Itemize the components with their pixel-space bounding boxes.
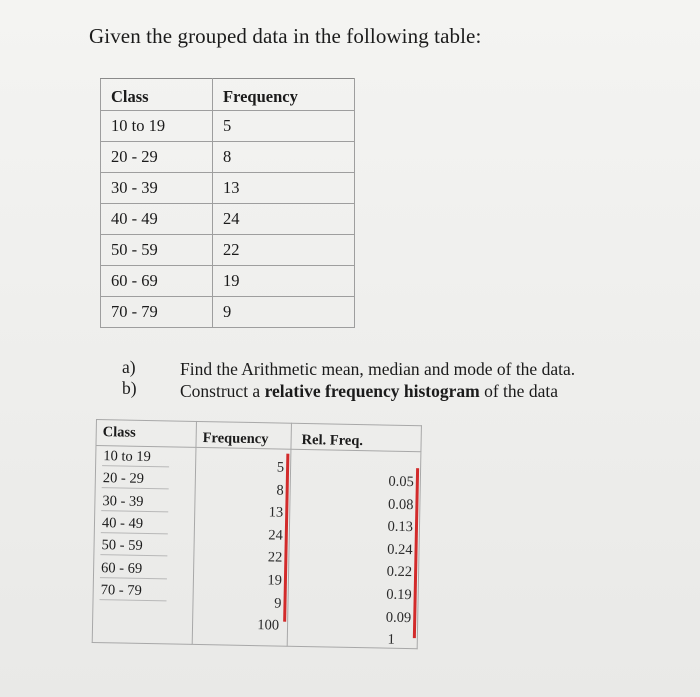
table-header-row <box>101 79 355 111</box>
rel-frequency-cell: 8 <box>276 482 284 499</box>
class-cell: 10 to 19 <box>101 111 213 142</box>
rel-header-rel-freq: Rel. Freq. <box>291 423 421 451</box>
table-row <box>101 266 355 297</box>
rel-class-cell: 20 - 29 <box>102 470 169 489</box>
rel-header-class: Class <box>96 420 196 448</box>
rel-freq-cell: 0.08 <box>387 496 414 513</box>
relative-frequency-table <box>92 419 426 648</box>
rel-frequency-cell: 24 <box>268 527 283 544</box>
table-row <box>101 297 355 328</box>
frequency-cell: 22 <box>213 235 355 266</box>
header-frequency: Frequency <box>213 79 355 111</box>
rel-freq-cell: 0.05 <box>388 473 415 491</box>
question-a-text: Find the Arithmetic mean, median and mode of the data. <box>180 359 576 379</box>
rel-freq-cell: 0.19 <box>386 586 412 604</box>
rel-frequency-cell: 19 <box>267 572 283 589</box>
frequency-cell: 9 <box>213 297 355 328</box>
question-b-text <box>180 381 558 402</box>
class-cell: 30 - 39 <box>101 173 213 204</box>
table-row <box>101 142 355 173</box>
class-cell: 20 - 29 <box>101 142 213 173</box>
rel-table-body-row <box>92 446 421 649</box>
question-b-emphasis: relative frequency histogram <box>264 381 480 401</box>
relfreq-red-mark <box>413 468 419 638</box>
rel-frequency-column <box>192 447 291 646</box>
class-cell: 40 - 49 <box>101 204 213 235</box>
rel-freq-cell: 0.24 <box>387 541 413 558</box>
rel-frequency-cell: 9 <box>274 595 282 612</box>
frequency-cell: 13 <box>213 173 355 204</box>
rel-class-cell: 70 - 79 <box>100 582 167 601</box>
question-b-suffix: of the data <box>479 381 558 401</box>
class-cell: 50 - 59 <box>101 235 213 266</box>
rel-frequency-cell: 13 <box>268 504 284 521</box>
rel-freq-total: 1 <box>387 631 395 648</box>
rel-frequency-cell: 22 <box>267 549 283 566</box>
page-heading: Given the grouped data in the following table: <box>89 24 482 48</box>
rel-freq-cell: 0.22 <box>386 564 413 581</box>
rel-class-column <box>92 446 196 645</box>
question-a-label: a) <box>122 357 136 377</box>
rel-freq-cell: 0.09 <box>385 609 412 626</box>
class-cell: 60 - 69 <box>101 266 213 297</box>
rel-header-frequency: Frequency <box>196 421 291 449</box>
rel-class-cell: 30 - 39 <box>101 493 168 512</box>
rel-class-cell: 10 to 19 <box>102 448 169 467</box>
class-cell: 70 - 79 <box>101 297 213 328</box>
question-b-label: b) <box>122 378 137 398</box>
frequency-cell: 8 <box>213 142 355 173</box>
rel-relfreq-column <box>287 449 421 648</box>
header-class: Class <box>101 79 213 111</box>
frequency-cell: 24 <box>213 204 355 235</box>
table-row <box>101 111 355 142</box>
relative-frequency-grid <box>92 419 422 649</box>
table-row <box>101 204 355 235</box>
table-row <box>101 173 355 204</box>
rel-class-cell: 40 - 49 <box>101 515 168 534</box>
rel-class-cell: 50 - 59 <box>100 537 167 556</box>
frequency-cell: 5 <box>213 111 355 142</box>
grouped-data-table <box>100 78 355 328</box>
rel-freq-cell: 0.13 <box>387 518 414 536</box>
rel-frequency-cell: 5 <box>276 459 285 476</box>
frequency-cell: 19 <box>213 266 355 297</box>
table-row <box>101 235 355 266</box>
question-b-prefix: Construct a <box>180 381 265 401</box>
rel-frequency-total: 100 <box>257 617 280 634</box>
rel-class-cell: 60 - 69 <box>100 560 167 579</box>
